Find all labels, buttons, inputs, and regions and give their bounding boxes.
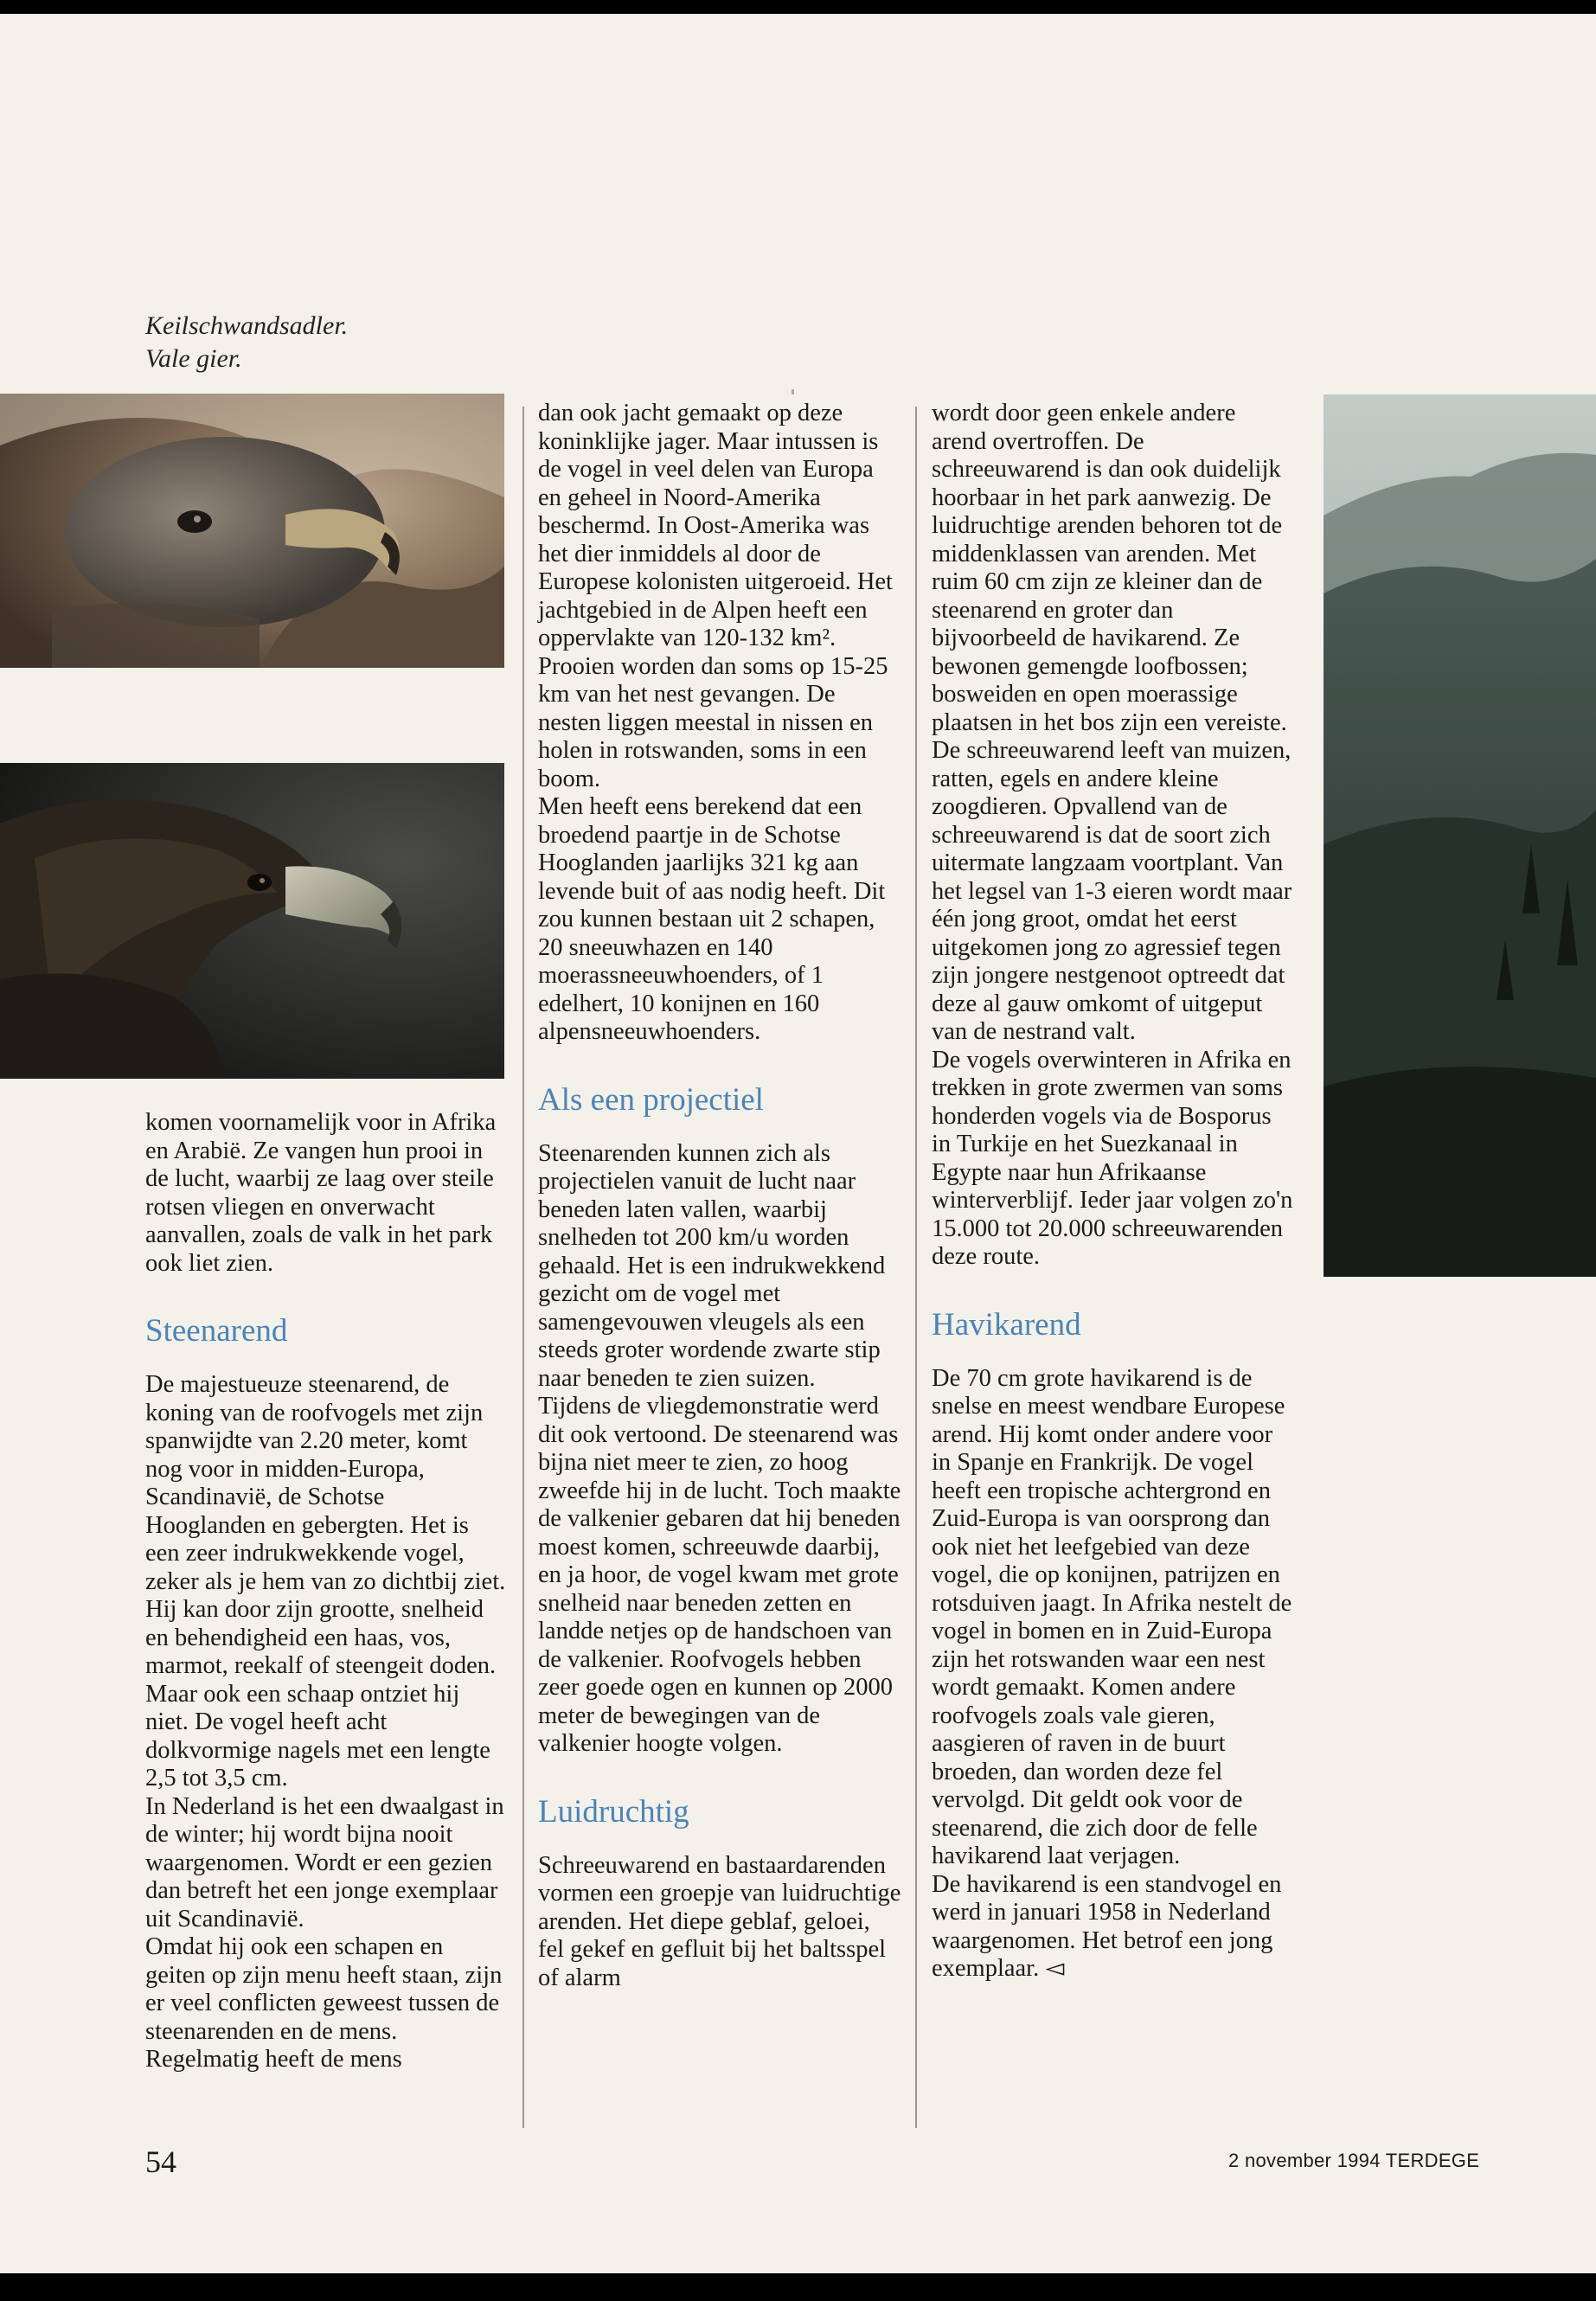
col3-paragraph-2: De schreeuwarend leeft van muizen, ratten, egels en andere kleine zoogdieren. Opvallend van de schreeuwarend is dat de soort zich uitermate langzaam voortplant. Van het legsel van 1-3 eieren wordt maar één jong groot, omdat het eerst uitgekomen jong zo agressief tegen zijn jongere nestgenoot optreedt dat deze al gauw omkomt of uitgeput van de nestrand valt. (932, 737, 1292, 1045)
column-2 (538, 400, 901, 1992)
caption-line-2: Vale gier. (145, 344, 242, 373)
col3-paragraph-3: De vogels overwinteren in Afrika en trekken in grote zwermen van soms honderden vogels via de Bosporus in Turkije en het Suezkanaal in Egypte naar hun Afrikaanse winterverblijf. Ieder jaar volgen zo'n 15.000 tot 20.000 schreeuwarenden deze route. (932, 1046, 1293, 1270)
caption-line-1: Keilschwandsadler. (145, 311, 349, 340)
col2-paragraph-3: Steenarenden kunnen zich als projectielen vanuit de lucht naar beneden laten vallen, waarbij snelheden tot 200 km/u worden gehaald. Het is een indrukwekkend gezicht om de vogel met samengevouwen vleugels als een steeds groter wordende zwarte stip naar beneden te zien suizen. (538, 1139, 886, 1392)
bottom-border (0, 2273, 1596, 2301)
col2-paragraph-1: dan ook jacht gemaakt op deze koninklijke jager. Maar intussen is de vogel in veel delen van Europa en geheel in Noord-Amerika beschermd. In Oost-Amerika was het dier inmiddels al door de Europese kolonisten uitgeroeid. Het jachtgebied in de Alpen heeft een oppervlakte van 120-132 km². Prooien worden dan soms op 15-25 km van het nest gevangen. De nesten liggen meestal in nissen en holen in rotswanden, soms in een boom. (538, 400, 893, 792)
col2-paragraph-2: Men heeft eens berekend dat een broedend paartje in de Schotse Hooglanden jaarlijks 321 kg aan levende buit of aas nodig heeft. Dit zou kunnen bestaan uit 2 schapen, 20 sneeuwhazen en 140 moerassneeuwhoenders, of 1 edelhert, 10 konijnen en 160 alpensneeuwhoenders. (538, 793, 886, 1045)
vale-gier-photo (0, 394, 504, 668)
photo-caption (145, 310, 348, 375)
column-rule-left (522, 407, 524, 2128)
print-speck (792, 389, 794, 394)
col1-intro: komen voornamelijk voor in Afrika en Arabië. Ze vangen hun prooi in de lucht, waarbij ze laag over steile rotsen vliegen en onverwacht aanvallen, zoals de valk in het park ook liet zien. (145, 1109, 497, 1277)
top-border (0, 0, 1596, 14)
page-number: 54 (145, 2144, 176, 2179)
col2-paragraph-5: Schreeuwarend en bastaardarenden vormen een groepje van luidruchtige arenden. Het diepe geblaf, geloei, fel gekef en gefluit bij het baltsspel of alarm (538, 1851, 901, 1991)
heading-steenarend: Steenarend (145, 1313, 288, 1349)
column-3 (932, 400, 1295, 1984)
forest-photo (1324, 394, 1596, 1277)
col3-paragraph-5: De havikarend is een standvogel en werd in januari 1958 in Nederland waargenomen. Het betrof een jong exemplaar. ◅ (932, 1870, 1282, 1982)
column-1 (145, 1109, 509, 2074)
publication-date: 2 november 1994 TERDEGE (1228, 2150, 1480, 2171)
heading-luidruchtig: Luidruchtig (538, 1793, 689, 1830)
col1-paragraph-1: De majestueuze steenarend, de koning van de roofvogels met zijn spanwijdte van 2.20 meter, komt nog voor in midden-Europa, Scandinavië, de Schotse Hooglanden en gebergten. Het is een zeer indrukwekkende vogel, zeker als je hem van zo dichtbij ziet. Hij kan door zijn grootte, snelheid en behendigheid een haas, vos, marmot, reekalf of steengeit doden. Maar ook een schaap ontziet hij niet. De vogel heeft acht dolkvormige nagels met een lengte 2,5 tot 3,5 cm. (145, 1371, 506, 1791)
heading-als-een-projectiel: Als een projectiel (538, 1081, 764, 1118)
col3-paragraph-1: wordt door geen enkele andere arend overtroffen. De schreeuwarend is dan ook duidelijk hoorbaar in het park aanwezig. De luidruchtige arenden behoren tot de middenklassen van arenden. Met ruim 60 cm zijn ze kleiner dan de steenarend en groter dan bijvoorbeeld de havikarend. Ze bewonen gemengde loofbossen; bosweiden en open moerassige plaatsen in het bos zijn een vereiste. (932, 400, 1287, 736)
col3-paragraph-4: De 70 cm grote havikarend is de snelse en meest wendbare Europese arend. Hij komt onder andere voor in Spanje en Frankrijk. De vogel heeft een tropische achtergrond en Zuid-Europa is van oorsprong dan ook niet het leefgebied van deze vogel, die op konijnen, patrijzen en rotsduiven jaagt. In Afrika nestelt de vogel in bomen en in Zuid-Europa zijn het rotswanden waar een nest wordt gemaakt. Komen andere roofvogels zoals vale gieren, aasgieren of raven in de buurt broeden, dan worden deze fel vervolgd. Dit geldt ook voor de steenarend, die zich door de felle havikarend laat verjagen. (932, 1364, 1292, 1869)
column-rule-right (915, 407, 917, 2128)
col1-paragraph-3: Omdat hij ook een schapen en geiten op zijn menu heeft staan, zijn er veel conflicten geweest tussen de steenarenden en de mens. Regelmatig heeft de mens (145, 1933, 503, 2073)
steenarend-photo (0, 763, 504, 1079)
col1-paragraph-2: In Nederland is het een dwaalgast in de winter; hij wordt bijna nooit waargenomen. Wordt er een gezien dan betreft het een jonge exemplaar uit Scandinavië. (145, 1792, 504, 1932)
col2-paragraph-4: Tijdens de vliegdemonstratie werd dit ook vertoond. De steenarend was bijna niet meer te zien, zo hoog zweefde hij in de lucht. Toch maakte de valkenier gebaren dat hij beneden moest komen, schreeuwde daarbij, en ja hoor, de vogel kwam met grote snelheid naar beneden zetten en landde netjes op de handschoen van de valkenier. Roofvogels hebben zeer goede ogen en kunnen op 2000 meter de bewegingen van de valkenier hoogte volgen. (538, 1393, 901, 1757)
heading-havikarend: Havikarend (932, 1306, 1081, 1343)
